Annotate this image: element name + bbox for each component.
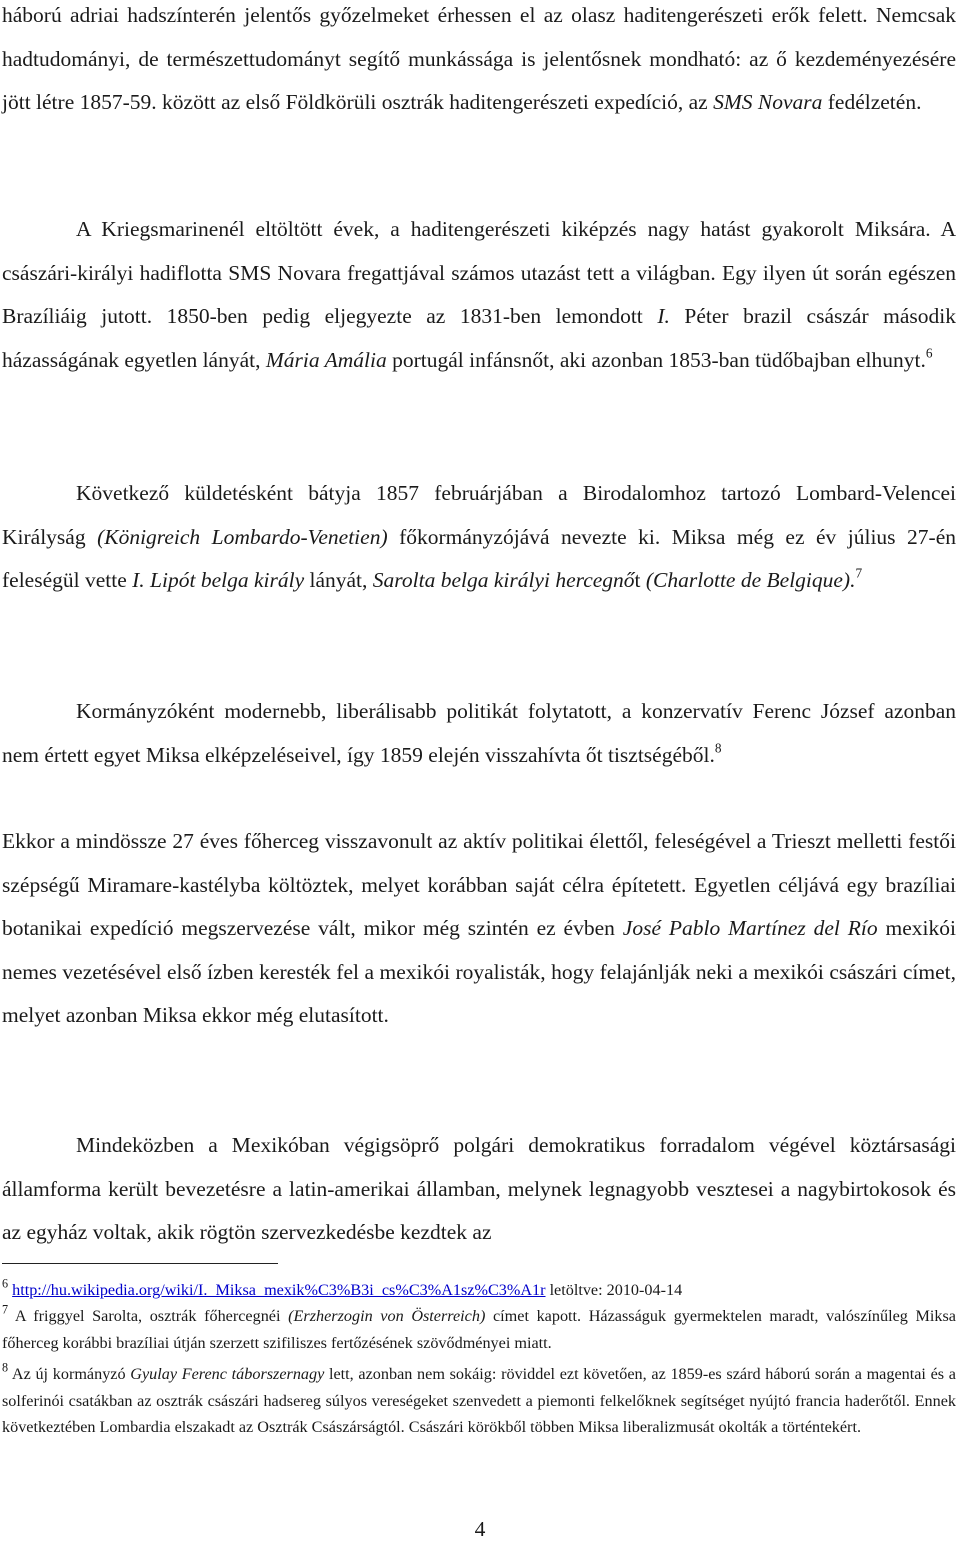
footnote-number: 7 [2,1302,9,1317]
wikipedia-link[interactable]: http://hu.wikipedia.org/wiki/I._Miksa_mexik%C3%B3i_cs%C3%A1sz%C3%A1r [12,1281,546,1299]
paragraph-text: t [634,568,646,593]
italic-name: I. Lipót belga király [132,568,305,593]
paragraph-lombard-venice [2,472,956,603]
italic-name: José Pablo Martínez del Río [622,916,878,941]
paragraph-text: A Kriegsmarinenél eltöltött évek, a haditengerészeti kiképzés nagy hatást gyakorolt Miksára. A császári-királyi hadiflotta SMS Novara fregattjával számos utazást tett a világban. Egy ilyen út során egészen Brazíliáig jutott. 1850-ben pedig eljegyezte az 1831-ben lemondott [2,217,956,329]
italic-name: (Königreich Lombardo-Venetien) [97,524,388,549]
paragraph-text: háború adriai hadszínterén jelentős győzelmeket érhessen el az olasz haditengerészeti erők felett. Nemcsak hadtudományi, de természettudományt segítő munkássága is jelentősnek mondható: az ő kezdeményezésére jött létre 1857-59. között az első Földkörüli osztrák haditengerészeti expedíció, az [2,3,956,115]
italic-ship-name: SMS Novara [713,90,823,115]
paragraph-governor [2,690,956,777]
footnote-text: címet kapott. Házasságuk gyermektelen maradt, valószínűleg Miksa főherceg korábbi brazíliai útján szerzett szifiliszes fertőzésének szövődményei miatt. [2,1307,956,1352]
footnote-ref-8[interactable]: 8 [714,740,722,755]
paragraph-text: portugál infánsnőt, aki azonban 1853-ban tüdőbajban elhunyt. [386,347,926,372]
italic-name: Sarolta belga királyi hercegnő [372,568,635,593]
paragraph-mexico-revolution [2,1124,956,1255]
footnote-text: letöltve: 2010-04-14 [545,1281,683,1299]
footnote-text: lett, azonban nem sokáig: röviddel ezt követően, az 1859-es szárd háború során a magentai és a solferinói csatákban az osztrák császári hadsereg súlyos vereségeket szenvedett a piemonti felkelőknek segítséget nyújtó francia haderőtől. Ennek következtében Lombardia elszakadt az Osztrák Császárságtól. Császári körökből többen Miksa liberalizmusát okolták a történtekért. [2,1365,956,1437]
paragraph-kriegsmarine [2,208,956,382]
footnote-7 [2,1303,956,1356]
paragraph-text: főkormányzójává nevezte ki. Miksa még ez év július 27-én feleségül vette [2,524,956,593]
paragraph-text: fedélzetén. [822,90,922,115]
paragraph-text: mexikói nemes vezetésével első ízben keresték fel a mexikói royalisták, hogy felajánlják neki a mexikói császári címet, melyet azonban Miksa ekkor még elutasított. [2,916,956,1028]
italic-name: I. [657,304,670,329]
footnote-6 [2,1277,956,1304]
footnote-ref-6[interactable]: 6 [925,345,933,361]
footnote-8 [2,1361,956,1441]
footnote-separator [2,1263,278,1264]
paragraph-miramare [2,820,956,1038]
paragraph-text: Kormányzóként modernebb, liberálisabb politikát folytatott, a konzervatív Ferenc József azonban nem értett egyet Miksa elképzeléseivel, így 1859 elején visszahívta őt tisztségéből. [2,699,956,767]
footnote-number: 6 [2,1276,9,1291]
footnote-ref-7[interactable]: 7 [855,565,863,581]
italic-name: Gyulay Ferenc táborszernagy [130,1365,325,1383]
paragraph-text: Péter brazil császár második házasságának egyetlen lányát, [2,304,956,372]
footnote-text: A friggyel Sarolta, osztrák főhercegnéi [8,1307,289,1325]
italic-name: Mária Amália [265,347,387,372]
paragraph-text: Következő küldetésként bátyja 1857 februárjában a Birodalomhoz tartozó Lombard-Velencei Királyság [2,481,956,549]
italic-name: (Charlotte de Belgique). [645,568,856,593]
page-number: 4 [474,1517,486,1541]
paragraph-text: lányát, [304,568,373,593]
footnote-text: Az új kormányzó [8,1365,131,1383]
italic-title: (Erzherzogin von Österreich) [288,1307,486,1325]
paragraph-novara [2,0,956,125]
footnote-number: 8 [2,1360,9,1375]
paragraph-text: Ekkor a mindössze 27 éves főherceg visszavonult az aktív politikai élettől, feleségével a Trieszt melletti festői szépségű Miramare-kastélyba költöztek, melyet korábban saját célra építetett. Egyetlen céljává egy brazíliai botanikai expedíció megszervezése vált, mikor még szintén ez évben [2,829,956,941]
paragraph-text: Mindeközben a Mexikóban végigsöprő polgári demokratikus forradalom végével köztársasági államforma került bevezetésre a latin-amerikai államban, melynek legnagyobb vesztesei a nagybirtokosok és az egyház voltak, akik rögtön szervezkedésbe kezdtek az [2,1133,956,1245]
